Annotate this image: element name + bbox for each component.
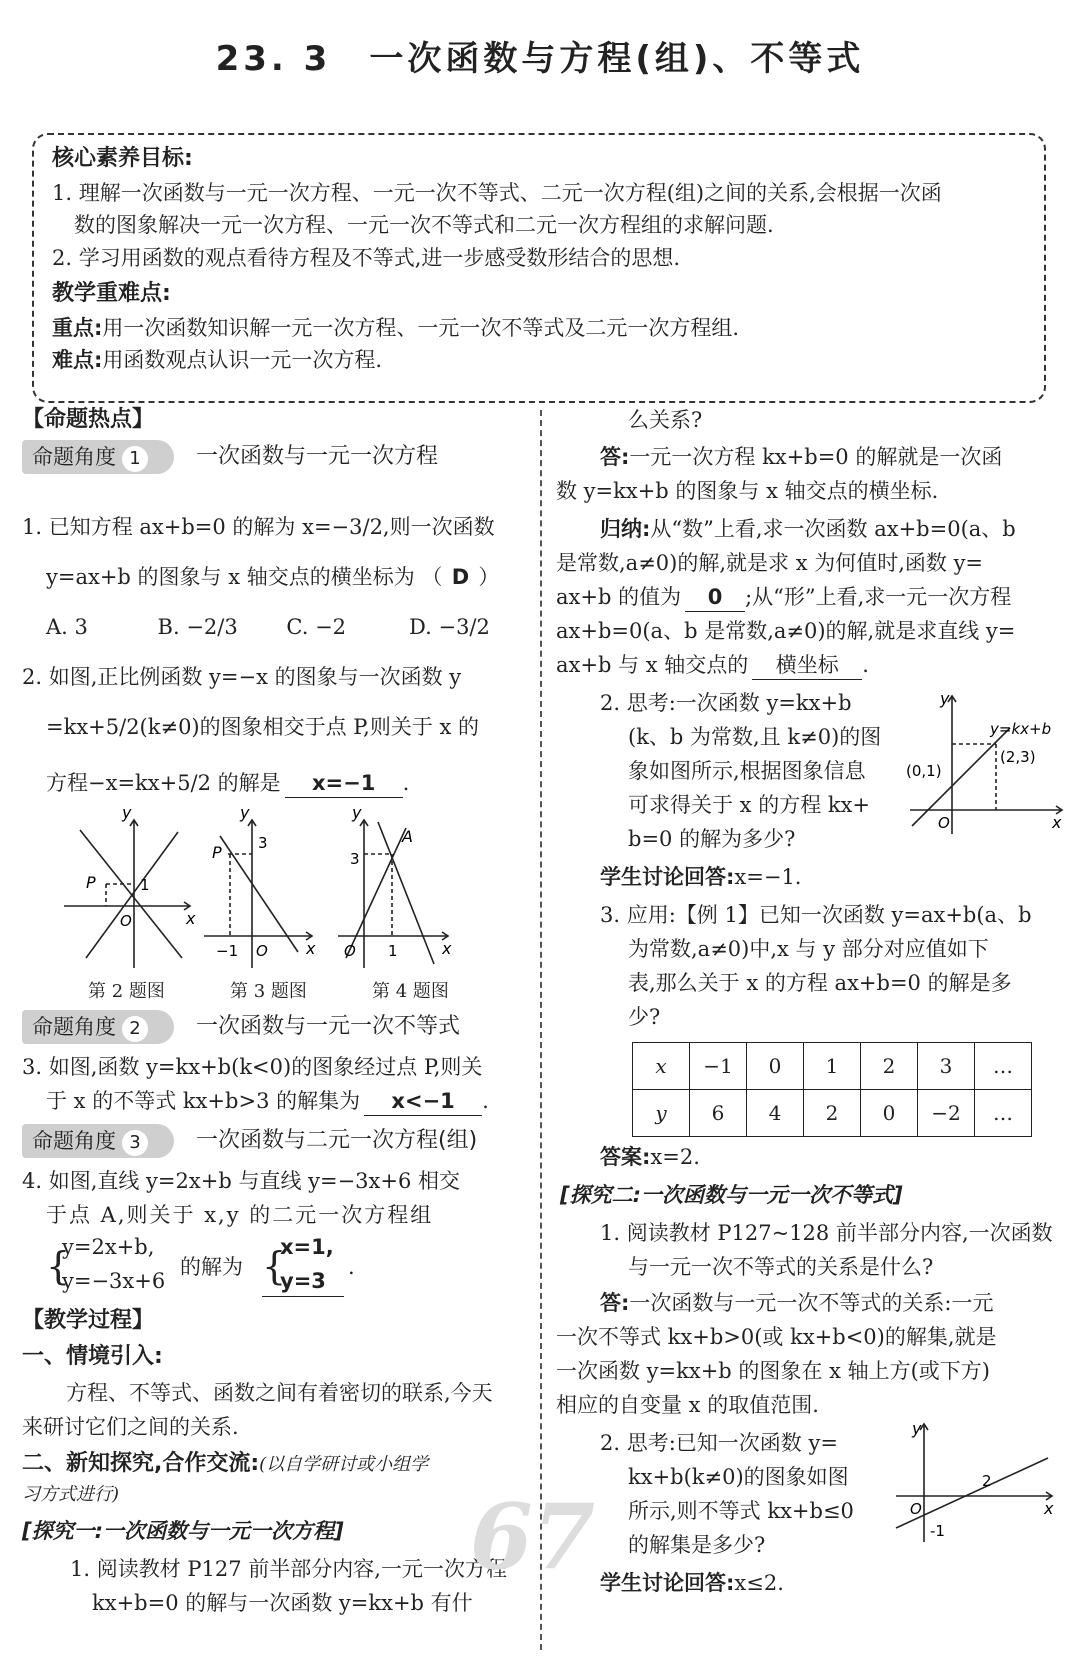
table-cell: 0	[747, 1043, 804, 1090]
q2-line-3: 方程−x=kx+5/2 的解是 x=−1 .	[46, 766, 409, 800]
apply-answer-label: 答案:	[600, 1145, 651, 1169]
q3-line-2: 于 x 的不等式 kx+b>3 的解集为 x<−1 .	[46, 1084, 489, 1118]
summary-answer-abscissa: 横坐标	[752, 651, 862, 680]
goal-item-2: 2. 学习用函数的观点看待方程及不等式,进一步感受数形结合的思想.	[52, 246, 681, 270]
svg-text:P: P	[86, 873, 96, 892]
svg-text:3: 3	[258, 834, 268, 852]
summary-line-3a: ax+b 的值为	[556, 585, 682, 609]
discussion-answer-2: x≤2.	[734, 1571, 784, 1595]
explore-2-q1-line-1: 1. 阅读教材 P127~128 前半部分内容,一次函数	[600, 1221, 1053, 1245]
graph-point-0-1: (0,1)	[906, 762, 942, 780]
q4-period: .	[348, 1255, 355, 1279]
summary-line-5: ax+b 与 x 轴交点的 横坐标 .	[556, 648, 869, 682]
svg-text:y: y	[122, 808, 132, 822]
q3-answer: x<−1	[364, 1087, 482, 1116]
angle-2-tag	[22, 1010, 174, 1044]
key-point	[52, 311, 739, 345]
table-cell: 3	[918, 1043, 975, 1090]
svg-text:O: O	[256, 942, 268, 960]
table-cell: y	[633, 1090, 690, 1137]
q2-stem: 方程−x=kx+5/2 的解是	[46, 771, 281, 795]
svg-text:O: O	[120, 912, 132, 930]
q1-answer: D	[451, 565, 470, 589]
graph-line-label: y=kx+b	[990, 720, 1052, 738]
explore-2-answer-text: 一次函数与一元一次不等式的关系:一元	[629, 1291, 994, 1315]
key-heading: 教学重难点:	[52, 281, 171, 306]
think-2-graph	[900, 690, 1068, 840]
angle-2-tag-label: 命题角度	[32, 1015, 116, 1039]
q4-answer-underline	[262, 1296, 344, 1297]
explore-1-q1-line-2: kx+b=0 的解与一次函数 y=kx+b 有什	[92, 1591, 473, 1615]
table-row-x	[633, 1043, 1032, 1090]
angle-1-number: 1	[122, 446, 148, 472]
explore-2-answer-3: 一次函数 y=kx+b 的图象在 x 轴上方(或下方)	[556, 1359, 990, 1383]
svg-text:x: x	[1052, 813, 1062, 832]
apply-answer	[600, 1140, 700, 1174]
svg-text:x: x	[442, 939, 452, 958]
q1-line-1: 1. 已知方程 ax+b=0 的解为 x=−3/2,则一次函数	[22, 515, 495, 539]
section-1-text-2: 来研讨它们之间的关系.	[22, 1415, 239, 1439]
q4-mid-text: 的解为	[180, 1255, 243, 1279]
section-2-title: 二、新知探究,合作交流:	[22, 1451, 260, 1476]
q4-answer-x: x=1,	[280, 1235, 334, 1259]
angle-1-tag	[22, 440, 174, 474]
page-number: 67	[470, 1484, 596, 1590]
svg-text:P: P	[212, 843, 222, 862]
page-title: 23. 3 一次函数与方程(组)、不等式	[215, 39, 865, 79]
svg-text:O: O	[910, 1500, 922, 1518]
svg-text:3: 3	[350, 850, 360, 868]
right-answer-1	[600, 440, 1002, 474]
q4-system-eq2: y=−3x+6	[62, 1269, 166, 1293]
q4-line-1: 4. 如图,直线 y=2x+b 与直线 y=−3x+6 相交	[22, 1169, 461, 1193]
table-cell: 6	[690, 1090, 747, 1137]
graph-label-2: 2	[982, 1472, 992, 1490]
svg-text:x: x	[1044, 1499, 1054, 1518]
q1-stem: y=ax+b 的图象与 x 轴交点的横坐标为 （	[46, 565, 443, 589]
q1-line-2	[46, 560, 499, 594]
q3-stem: 于 x 的不等式 kx+b>3 的解集为	[46, 1089, 361, 1113]
diff-label: 难点:	[52, 348, 103, 372]
q4-line-2: 于点 A,则关于 x,y 的二元一次方程组	[46, 1203, 434, 1227]
question-graphs	[58, 808, 458, 978]
summary-line-4: ax+b=0(a、b 是常数,a≠0)的解,就是求直线 y=	[556, 619, 1016, 643]
diff-text: 用函数观点认识一元一次方程.	[102, 348, 383, 372]
summary-answer-value: 0	[685, 583, 745, 612]
apply-line-3: 表,那么关于 x 的方程 ax+b=0 的解是多	[628, 971, 1012, 995]
q4-answer-y: y=3	[280, 1269, 326, 1293]
graph-point-2-3: (2,3)	[1000, 748, 1036, 766]
discussion-label: 学生讨论回答:	[600, 865, 735, 889]
svg-text:x: x	[306, 939, 316, 958]
goals-heading: 核心素养目标:	[52, 146, 193, 171]
table-cell: −1	[690, 1043, 747, 1090]
angle-3-tag-label: 命题角度	[32, 1129, 116, 1153]
explore-2-q2-line-3: 所示,则不等式 kx+b≤0	[628, 1499, 854, 1523]
table-cell: 2	[861, 1043, 918, 1090]
difficult-point	[52, 343, 382, 377]
key-text: 用一次函数知识解一元一次方程、一元一次不等式及二元一次方程组.	[102, 316, 740, 340]
q4-brace: {	[46, 1244, 71, 1288]
explore-2-discussion	[600, 1566, 784, 1600]
apply-line-4: 少?	[628, 1005, 661, 1029]
summary-line-1	[600, 512, 1016, 546]
graph-q2	[64, 820, 190, 968]
summary-text: 从“数”上看,求一次函数 ax+b=0(a、b	[650, 517, 1016, 541]
svg-text:−1: −1	[216, 942, 239, 960]
process-heading: 【教学过程】	[22, 1308, 155, 1333]
summary-line-3	[556, 580, 1011, 614]
table-cell: 0	[861, 1090, 918, 1137]
angle-1-tag-label: 命题角度	[32, 445, 116, 469]
think-2-line-4: 可求得关于 x 的方程 kx+	[628, 793, 871, 817]
q3-line-1: 3. 如图,函数 y=kx+b(k<0)的图象经过点 P,则关	[22, 1055, 483, 1079]
apply-answer-value: x=2.	[650, 1145, 700, 1169]
summary-line-3b: ;从“形”上看,求一元一次方程	[745, 585, 1012, 609]
svg-text:y: y	[352, 808, 362, 822]
angle-2-title: 一次函数与一元一次不等式	[196, 1014, 461, 1039]
q1-options: A. 3 B. −2/3 C. −2 D. −3/2	[46, 615, 490, 639]
hot-topics-heading: 【命题热点】	[22, 407, 155, 432]
explore-2-q1-line-2: 与一元一次不等式的关系是什么?	[628, 1255, 934, 1279]
think-2-line-3: 象如图所示,根据图象信息	[628, 759, 866, 783]
svg-text:y: y	[240, 808, 250, 822]
angle-3-tag	[22, 1124, 174, 1158]
explore-2-answer-1	[600, 1286, 993, 1320]
angle-2-number: 2	[122, 1016, 148, 1042]
right-answer-1-cont: 数 y=kx+b 的图象与 x 轴交点的横坐标.	[556, 479, 939, 503]
explore-2-q2-line-2: kx+b(k≠0)的图象如图	[628, 1465, 849, 1489]
svg-text:y: y	[940, 690, 950, 708]
section-2-note-cont: 习方式进行)	[22, 1484, 120, 1505]
table-row-y	[633, 1090, 1032, 1137]
answer-text: 一元一次方程 kx+b=0 的解就是一次函	[629, 445, 1003, 469]
caption-q4: 第 4 题图	[372, 981, 449, 1002]
explore-2-q2-line-1: 2. 思考:已知一次函数 y=	[600, 1431, 838, 1455]
table-cell: …	[975, 1043, 1032, 1090]
think-2-line-2: (k、b 为常数,且 k≠0)的图	[628, 725, 882, 749]
goal-item-1-cont: 数的图象解决一元一次方程、一元一次不等式和二元一次方程组的求解问题.	[74, 213, 774, 237]
apply-line-1: 3. 应用:【例 1】已知一次函数 y=ax+b(a、b	[600, 903, 1032, 927]
think-2-line-1: 2. 思考:一次函数 y=kx+b	[600, 691, 852, 715]
q2-answer: x=−1	[285, 769, 403, 798]
summary-line-5a: ax+b 与 x 轴交点的	[556, 653, 749, 677]
caption-q3: 第 3 题图	[230, 981, 307, 1002]
explore-2-answer-2: 一次不等式 kx+b>0(或 kx+b<0)的解集,就是	[556, 1325, 997, 1349]
summary-label: 归纳:	[600, 517, 651, 541]
explore-2-q2-line-4: 的解集是多少?	[628, 1533, 766, 1557]
apply-line-2: 为常数,a≠0)中,x 与 y 部分对应值如下	[628, 937, 989, 961]
table-cell: 1	[804, 1043, 861, 1090]
q2-line-1: 2. 如图,正比例函数 y=−x 的图象与一次函数 y	[22, 665, 462, 689]
section-2-note: (以自学研讨或小组学	[259, 1454, 429, 1475]
section-1-text-1: 方程、不等式、函数之间有着密切的联系,今天	[66, 1381, 493, 1405]
svg-text:A: A	[402, 827, 413, 846]
svg-text:y: y	[912, 1419, 922, 1438]
svg-text:1: 1	[140, 876, 150, 894]
svg-text:O: O	[344, 942, 356, 960]
think-2-discussion	[600, 860, 801, 894]
svg-text:x: x	[186, 909, 196, 928]
graph-label-minus-1: -1	[930, 1522, 945, 1540]
discussion-answer: x=−1.	[734, 865, 802, 889]
section-2-heading	[22, 1446, 428, 1482]
explore-2-graph	[890, 1418, 1060, 1548]
goal-item-1: 1. 理解一次函数与一元一次方程、一元一次不等式、二元一次方程(组)之间的关系,会根据一次函	[52, 181, 942, 205]
svg-text:1: 1	[388, 942, 398, 960]
explore-2-heading: [探究二:一次函数与一元一次不等式]	[560, 1183, 903, 1207]
angle-1-title: 一次函数与一元一次方程	[196, 444, 439, 469]
summary-line-2: 是常数,a≠0)的解,就是求 x 为何值时,函数 y=	[556, 551, 984, 575]
table-cell: …	[975, 1090, 1032, 1137]
table-cell: 2	[804, 1090, 861, 1137]
q2-line-2: =kx+5/2(k≠0)的图象相交于点 P,则关于 x 的	[46, 715, 480, 739]
svg-text:O: O	[938, 814, 950, 832]
caption-q2: 第 2 题图	[88, 981, 165, 1002]
angle-3-number: 3	[122, 1130, 148, 1156]
answer-label: 答:	[600, 445, 630, 469]
value-table	[632, 1042, 1032, 1137]
column-divider	[540, 410, 542, 1650]
table-cell: x	[633, 1043, 690, 1090]
section-1-heading: 一、情境引入:	[22, 1344, 163, 1369]
think-2-line-5: b=0 的解为多少?	[628, 827, 796, 851]
q4-system-eq1: y=2x+b,	[62, 1235, 155, 1259]
table-cell: 4	[747, 1090, 804, 1137]
table-cell: −2	[918, 1090, 975, 1137]
explore-2-answer-label: 答:	[600, 1291, 630, 1315]
angle-3-title: 一次函数与二元一次方程(组)	[196, 1128, 478, 1153]
q1-paren: ）	[478, 565, 500, 589]
explore-1-q1-line-1: 1. 阅读教材 P127 前半部分内容,一元一次方程	[70, 1557, 507, 1581]
explore-1-heading: [探究一:一次函数与一元一次方程]	[22, 1519, 344, 1543]
q4-answer-brace: {	[262, 1244, 287, 1288]
right-line-1: 么关系?	[628, 408, 703, 432]
key-label: 重点:	[52, 316, 103, 340]
discussion-label-2: 学生讨论回答:	[600, 1571, 735, 1595]
explore-2-answer-4: 相应的自变量 x 的取值范围.	[556, 1393, 819, 1417]
